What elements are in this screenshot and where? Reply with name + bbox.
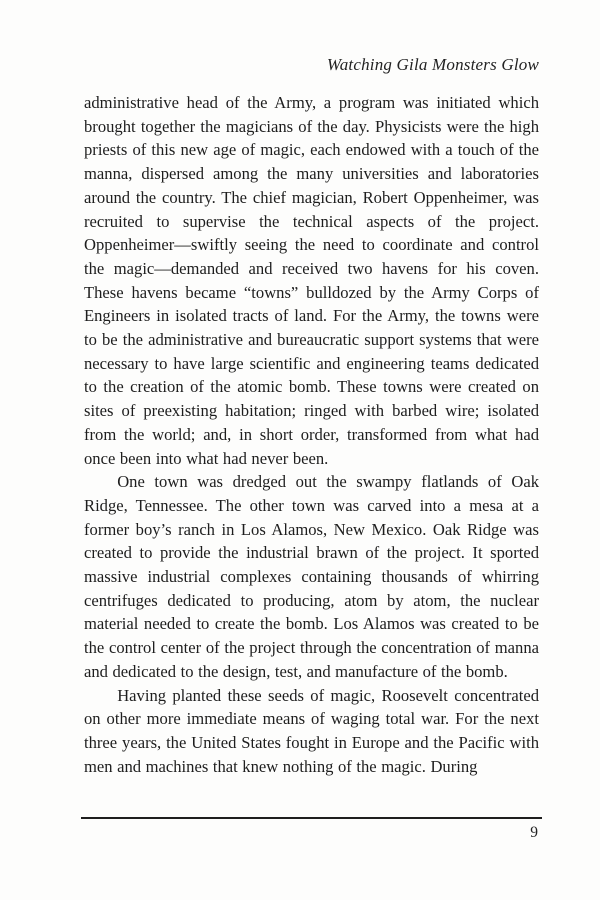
body-text xyxy=(84,91,539,778)
paragraph: One town was dredged out the swampy flatlands of Oak Ridge, Tennessee. The other town was carved into a mesa at a former boy’s ranch in Los Alamos, New Mexico. Oak Ridge was created to provide the industrial brawn of the project. It sported massive industrial complexes containing thousands of whirring centrifuges dedicated to producing, atom by atom, the nuclear material needed to create the bomb. Los Alamos was created to be the control center of the project through the concentration of manna and dedicated to the design, test, and manufacture of the bomb. xyxy=(84,472,539,681)
paragraph: Having planted these seeds of magic, Roosevelt concentrated on other more immediate means of waging total war. For the next three years, the United States fought in Europe and the Pacific with men and machines that knew nothing of the magic. During xyxy=(84,685,539,776)
running-header: Watching Gila Monsters Glow xyxy=(326,55,539,74)
paragraph: administrative head of the Army, a program was initiated which brought together the magicians of the day. Physicists were the high priests of this new age of magic, each endowed with a touch of the manna, dispersed among the many universities and laboratories around the country. The chief magician, Robert Oppenheimer, was recruited to supervise the technical aspects of the project. Oppenheimer—swiftly seeing the need to coordinate and control the magic—demanded and received two havens for his coven. These havens became “towns” bulldozed by the Army Corps of Engineers in isolated tracts of land. For the Army, the towns were to be the administrative and bureaucratic support systems that were necessary to have large scientific and engineering teams dedicated to the creation of the atomic bomb. These towns were created on sites of preexisting habitation; ringed with barbed wire; isolated from the world; and, in short order, transformed from what had once been into what had never been. xyxy=(84,93,539,468)
page-number: 9 xyxy=(530,824,538,841)
footer-rule xyxy=(81,817,542,819)
